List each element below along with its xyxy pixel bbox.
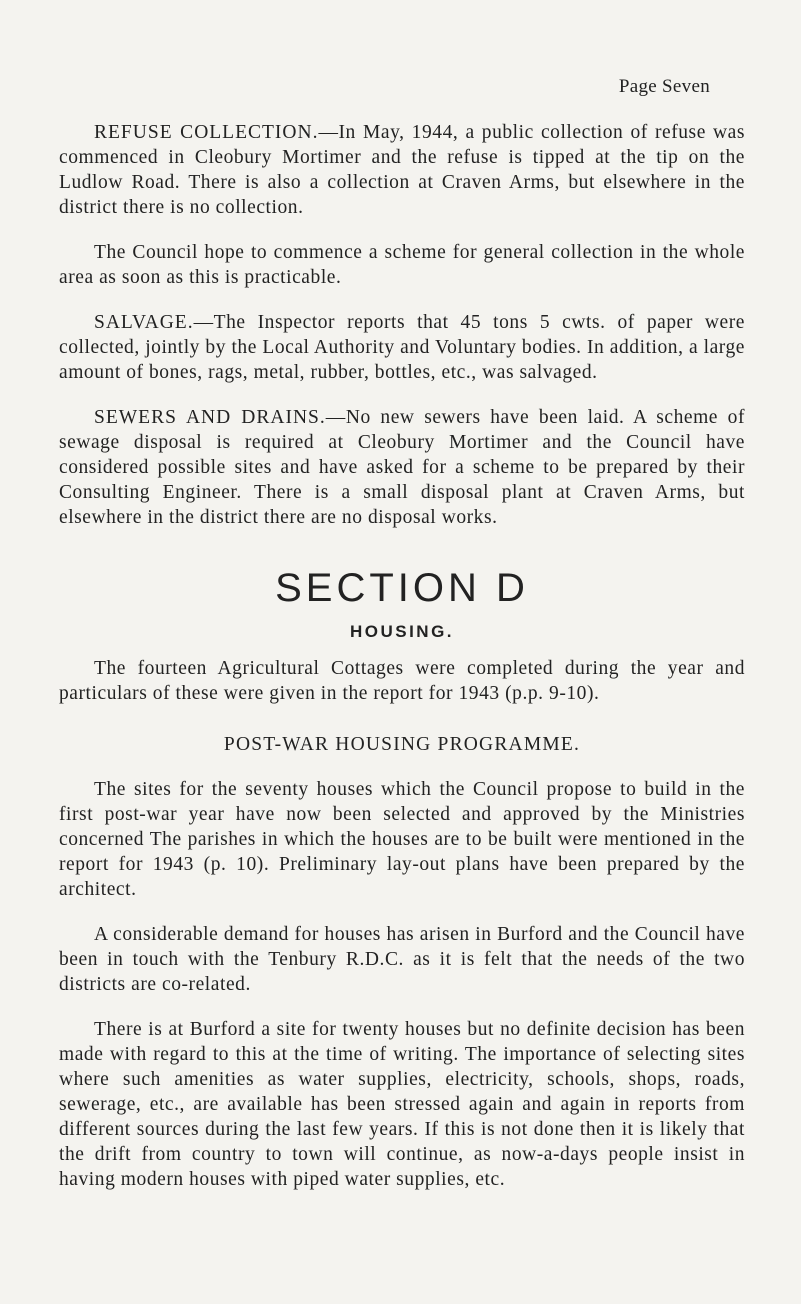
paragraph-sites: The sites for the seventy houses which the Council propose to build in the first post-war year have now been selected and approved by the Ministries concerned The parishes in which the houses are to be built were mentioned in the report for 1943 (p. 10). Preliminary lay-out plans have been prepared by the architect. [59, 779, 745, 900]
page-body [59, 120, 745, 1212]
paragraph-text: —No new sewers have been laid. A scheme of sewage disposal is required at Cleobury Mortimer and the Council have considered possible sites and have asked for a scheme to be prepared by their Consulting Engineer. There is a small disposal plant at Craven Arms, but elsewhere in the district there are no disposal works. [59, 407, 745, 528]
run-in-heading-salvage: SALVAGE. [94, 312, 194, 333]
run-in-heading-refuse: REFUSE COLLECTION. [94, 122, 319, 143]
run-in-heading-sewers: SEWERS AND DRAINS. [94, 407, 326, 428]
section-title: SECTION D [275, 566, 529, 610]
paragraph-council-hope: The Council hope to commence a scheme for general collection in the whole area as soon as this is practicable. [59, 242, 745, 288]
paragraph-text: —The Inspector reports that 45 tons 5 cwts. of paper were collected, jointly by the Local Authority and Voluntary bodies. In addition, a large amount of bones, rags, metal, rubber, bottles, etc., was salvaged. [59, 312, 745, 383]
page-number: Page Seven [618, 76, 710, 97]
paragraph-salvage [59, 310, 745, 385]
paragraph-refuse-collection [59, 120, 745, 220]
heading-post-war-housing: POST-WAR HOUSING PROGRAMME. [223, 734, 581, 755]
section-subtitle: HOUSING. [349, 622, 455, 641]
paragraph-cottages: The fourteen Agricultural Cottages were completed during the year and particulars of these were given in the report for 1943 (p.p. 9-10). [59, 658, 745, 704]
paragraph-burford-site: There is at Burford a site for twenty houses but no definite decision has been made with regard to this at the time of writing. The importance of selecting sites where such amenities as water supplies, electricity, schools, shops, roads, sewerage, etc., are available has been stressed again and again in reports from different sources during the last few years. If this is not done then it is likely that the drift from country to town will continue, as now-a-days people insist in having modern houses with piped water supplies, etc. [59, 1019, 745, 1190]
paragraph-text: —In May, 1944, a public collection of refuse was commenced in Cleobury Mortimer and the refuse is tipped at the tip on the Ludlow Road. There is also a collection at Craven Arms, but elsewhere in the district there is no collection. [59, 122, 746, 218]
paragraph-sewers-drains [59, 405, 745, 530]
paragraph-burford-demand: A considerable demand for houses has arisen in Burford and the Council have been in touch with the Tenbury R.D.C. as it is felt that the needs of the two districts are co-related. [59, 924, 745, 995]
